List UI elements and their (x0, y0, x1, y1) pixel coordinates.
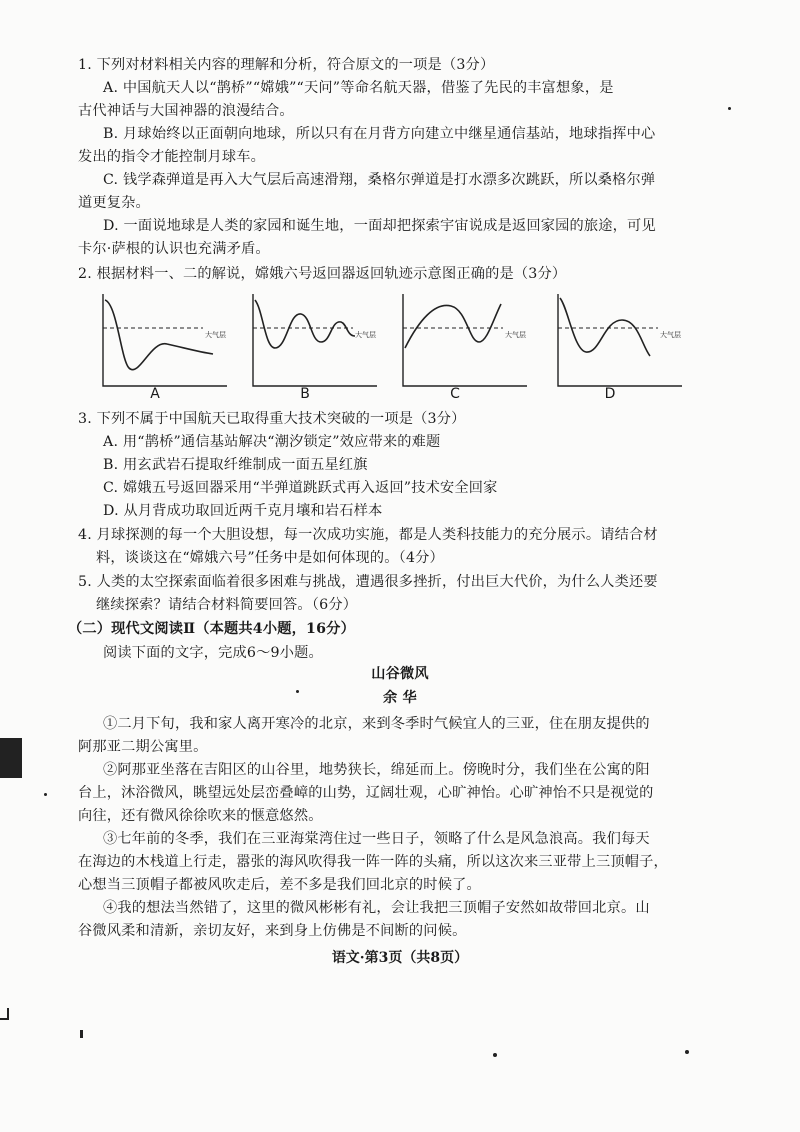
page-footer: 语文·第3页（共8页） (331, 950, 469, 966)
q3-stem: 3. 下列不属于中国航天已取得重大技术突破的一项是（3分） (78, 411, 466, 427)
paragraph-3a: ③七年前的冬季，我们在三亚海棠湾住过一些日子，领略了什么是风急浪高。我们每天 (103, 831, 650, 847)
scan-dot-5 (44, 793, 47, 796)
paragraph-3b: 在海边的木栈道上行走，嚣张的海风吹得我一阵一阵的头痛，所以这次来三亚带上三顶帽子， (78, 854, 668, 870)
q1-option-b: B. 月球始终以正面朝向地球，所以只有在月背方向建立中继星通信基站，地球指挥中心 (103, 126, 656, 142)
scan-mark-left (0, 738, 22, 778)
diagram-c-graphic (395, 290, 535, 390)
q2-stem: 2. 根据材料一、二的解说，嫦娥六号返回器返回轨迹示意图正确的是（3分） (78, 266, 567, 282)
q1-option-b-cont: 发出的指令才能控制月球车。 (78, 149, 266, 165)
diagram-a-label: A (150, 386, 160, 402)
q4-line1: 4. 月球探测的每一个大胆设想，每一次成功实施，都是人类科技能力的充分展示。请结合材 (78, 527, 658, 543)
paragraph-2a: ②阿那亚坐落在吉阳区的山谷里，地势狭长，绵延而上。傍晚时分，我们坐在公寓的阳 (103, 762, 650, 778)
q1-stem: 1. 下列对材料相关内容的理解和分析，符合原文的一项是（3分） (78, 57, 495, 73)
q1-option-d-cont: 卡尔·萨根的认识也充满矛盾。 (78, 241, 270, 257)
diagram-d-atmosphere-label: 大气层 (660, 331, 681, 339)
scan-dot-2 (493, 1053, 497, 1057)
section2-instruction: 阅读下面的文字，完成6～9小题。 (103, 645, 323, 661)
diagram-b (245, 290, 385, 400)
paragraph-1b: 阿那亚二期公寓里。 (78, 739, 208, 755)
scan-dot-1 (80, 1030, 83, 1038)
paragraph-4a: ④我的想法当然错了，这里的微风彬彬有礼，会让我把三顶帽子安然如故带回北京。山 (103, 900, 650, 916)
q4-line2: 料，谈谈这在“嫦娥六号”任务中是如何体现的。（4分） (96, 550, 444, 566)
q1-option-c: C. 钱学森弹道是再入大气层后高速滑翔，桑格尔弹道是打水漂多次跳跃，所以桑格尔弹 (103, 172, 656, 188)
q1-option-a-cont: 古代神话与大国神器的浪漫结合。 (78, 103, 294, 119)
q3-option-b: B. 用玄武岩石提取纤维制成一面五星红旗 (103, 457, 368, 473)
scan-dot-4 (296, 690, 299, 693)
q1-option-c-cont: 道更复杂。 (78, 195, 150, 211)
paragraph-1a: ①二月下旬，我和家人离开寒冷的北京，来到冬季时气候宜人的三亚，住在朋友提供的 (103, 716, 650, 732)
article-author: 余 华 (383, 690, 417, 706)
q1-option-d: D. 一面说地球是人类的家园和诞生地，一面却把探索宇宙说成是返回家园的旅途，可见 (103, 218, 656, 234)
trajectory-diagrams (95, 290, 695, 405)
scan-mark-corner-v (7, 1008, 9, 1020)
diagram-a (95, 290, 235, 400)
section2-heading: （二）现代文阅读Ⅱ（本题共4小题，16分） (68, 621, 355, 637)
diagram-b-label: B (300, 386, 310, 402)
diagram-d (550, 290, 690, 400)
diagram-d-graphic (550, 290, 690, 390)
q3-option-a: A. 用“鹊桥”通信基站解决“潮汐锁定”效应带来的难题 (103, 434, 441, 450)
paragraph-4b: 谷微风柔和清新，亲切友好，来到身上仿佛是不间断的问候。 (78, 923, 467, 939)
scan-dot-3 (685, 1050, 689, 1054)
diagram-c-atmosphere-label: 大气层 (505, 331, 526, 339)
article-title: 山谷微风 (371, 666, 429, 682)
diagram-c-label: C (450, 386, 460, 402)
paragraph-2b: 台上，沐浴微风，眺望远处层峦叠嶂的山势，辽阔壮观，心旷神怡。心旷神怡不只是视觉的 (78, 785, 654, 801)
diagram-a-atmosphere-label: 大气层 (205, 331, 226, 339)
q5-line1: 5. 人类的太空探索面临着很多困难与挑战，遭遇很多挫折，付出巨大代价，为什么人类还要 (78, 574, 658, 590)
diagram-b-atmosphere-label: 大气层 (355, 331, 376, 339)
paragraph-3c: 心想当三顶帽子都被风吹走后，差不多是我们回北京的时候了。 (78, 877, 481, 893)
paragraph-2c: 向往，还有微风徐徐吹来的惬意悠然。 (78, 808, 323, 824)
diagram-d-label: D (604, 386, 616, 402)
q3-option-c: C. 嫦娥五号返回器采用“半弹道跳跃式再入返回”技术安全回家 (103, 480, 498, 496)
q3-option-d: D. 从月背成功取回近两千克月壤和岩石样本 (103, 503, 383, 519)
q1-option-a: A. 中国航天人以“鹊桥”“嫦娥”“天问”等命名航天器，借鉴了先民的丰富想象，是 (103, 80, 614, 96)
diagram-b-graphic (245, 290, 385, 390)
scan-dot-6 (728, 107, 731, 110)
diagram-c (395, 290, 535, 400)
q5-line2: 继续探索？请结合材料简要回答。（6分） (96, 597, 358, 613)
diagram-a-graphic (95, 290, 235, 390)
